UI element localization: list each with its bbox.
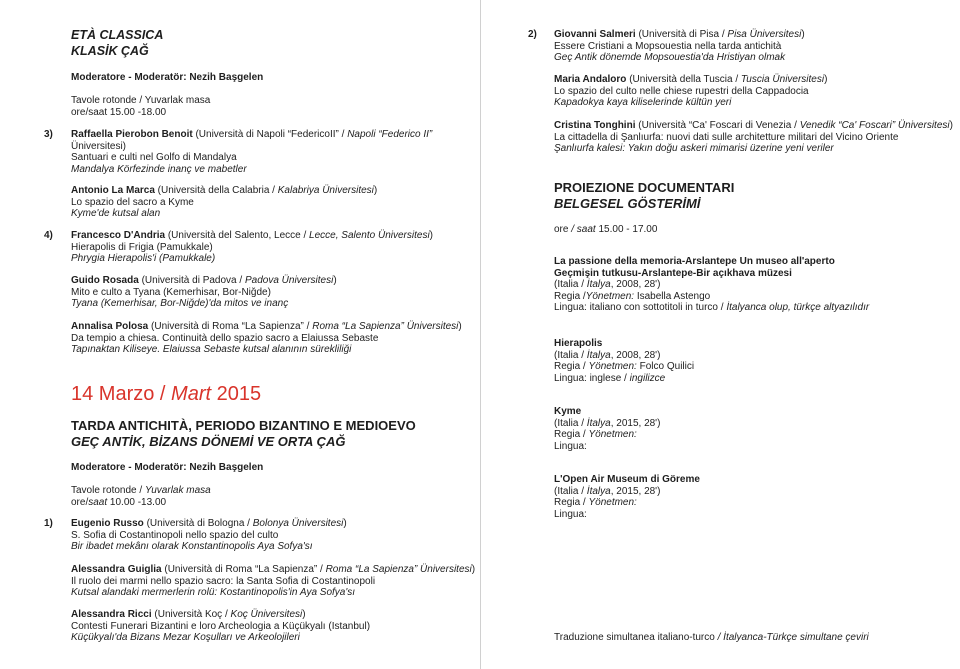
session-time: ore/saat 15.00 -18.00: [71, 106, 167, 118]
affiliation: (Università della Tuscia /: [626, 74, 741, 85]
speaker-name: Antonio La Marca: [71, 185, 155, 196]
speaker-name: Alessandra Ricci: [71, 609, 152, 620]
affiliation-end: ): [343, 518, 347, 529]
film-info-tr: İtalya: [586, 279, 611, 290]
affiliation-tr-end: Üniversitesi): [71, 140, 127, 152]
screening-time: [554, 224, 657, 236]
speaker-guiglia: [71, 564, 475, 599]
film-title-it: La passione della memoria-Arslantepe Un museo all'aperto: [554, 256, 835, 267]
section-classical-title: [71, 27, 163, 59]
speaker-name: Raffaella Pierobon Benoit: [71, 129, 193, 140]
talk-title-tr: Bir ibadet mekânı olarak Konstantinopolis Aya Sofya'sı: [71, 541, 313, 552]
moderator: Moderatore - Moderatör: Nezih Başgelen: [71, 72, 264, 83]
title-turkish: KLASİK ÇAĞ: [71, 44, 149, 58]
director-label: Regia /: [554, 429, 589, 440]
speaker-name: Eugenio Russo: [71, 518, 144, 529]
item-number: 1): [44, 518, 53, 529]
section-documentaries-title: [554, 180, 734, 212]
tavole-label: Tavole rotonde / Yuvarlak masa: [71, 95, 211, 106]
affiliation-tr: Bolonya Üniversitesi: [252, 518, 344, 529]
affiliation-tr: Roma “La Sapienza” Üniversitesi: [312, 321, 459, 332]
affiliation: (Università di Pisa /: [635, 29, 728, 40]
session-time: 15.00 - 17.00: [595, 224, 658, 235]
language-label: Lingua:: [554, 508, 587, 520]
talk-title-it: Essere Cristiani a Mopsouestia nella tarda antichità: [554, 40, 782, 52]
affiliation-tr: Lecce, Salento Üniversitesi: [309, 230, 430, 241]
section-late-antiquity-title: [71, 418, 416, 450]
talk-title-it: La cittadella di Şanlıurfa: nuovi dati sulle architetture militari del Vicino Oriente: [554, 131, 899, 143]
speaker-name: Francesco D'Andria: [71, 230, 166, 241]
speaker-name: Maria Andaloro: [554, 74, 627, 85]
film-title: L'Open Air Museum di Göreme: [554, 474, 700, 485]
affiliation-end: ): [302, 609, 306, 620]
time-label-tr: saat: [88, 496, 108, 508]
affiliation: (Università del Salento, Lecce /: [165, 230, 310, 241]
language-label: Lingua: inglese /: [554, 372, 630, 384]
talk-title-it: Hierapolis di Frigia (Pamukkale): [71, 241, 213, 253]
talk-title-it: Lo spazio del culto nelle chiese rupestri della Cappadocia: [554, 85, 809, 97]
affiliation-tr: Koç Üniversitesi: [230, 609, 303, 620]
film-info-end: , 2008, 28'): [610, 279, 661, 290]
talk-title-tr: Kapadokya kaya kiliselerinde kültün yeri: [554, 97, 732, 108]
date-it: 14 Marzo /: [71, 383, 172, 405]
film-title: Kyme: [554, 406, 582, 417]
director-label-tr: Yönetmen:: [588, 361, 637, 372]
speaker-name: Alessandra Guiglia: [71, 564, 162, 575]
director-label: Regia /: [554, 290, 586, 302]
affiliation-tr: Padova Üniversitesi: [244, 275, 334, 286]
page-divider: [480, 0, 481, 669]
speaker-russo: [71, 518, 347, 553]
speaker-polosa: [71, 321, 462, 356]
date-year: 2015: [211, 383, 262, 405]
affiliation: (Università Koç /: [151, 609, 231, 620]
time-label-tr: / saat: [571, 224, 596, 235]
talk-title-tr: Phrygia Hierapolis'i (Pamukkale): [71, 253, 216, 264]
affiliation: (Università “Ca' Foscari di Venezia /: [635, 120, 800, 131]
film-goreme: [554, 474, 700, 520]
affiliation: (Università di Napoli “FedericoII” /: [192, 129, 348, 140]
talk-title-tr: Kutsal alandaki mermerlerin rolü: Kostantinopolis'in Aya Sofya'sı: [71, 587, 356, 598]
item-number: 4): [44, 230, 53, 241]
language-tr: İtalyanca olup, türkçe altyazılıdır: [726, 302, 870, 313]
speaker-pierobon: [71, 129, 432, 175]
speaker-name: Giovanni Salmeri: [554, 29, 636, 40]
speaker-andaloro: [554, 74, 827, 109]
film-info-tr: İtalya: [586, 417, 611, 429]
film-kyme: [554, 406, 660, 452]
film-arslantepe: [554, 256, 869, 314]
speaker-salmeri: [554, 29, 805, 64]
right-page: [482, 0, 960, 669]
session-info: [71, 95, 210, 118]
time-label: ore/: [71, 496, 89, 508]
film-info-end: , 2015, 28'): [610, 485, 661, 497]
tavole-label: Tavole rotonde /: [71, 485, 145, 496]
talk-title-tr: Şanlıurfa kalesi: Yakın doğu askeri mimarisi üzerine yeni veriler: [554, 143, 834, 154]
film-title: Hierapolis: [554, 338, 603, 349]
speaker-tonghini: [554, 120, 953, 155]
affiliation-end: ): [333, 275, 337, 286]
film-info: (Italia /: [554, 279, 587, 290]
affiliation-end: ): [801, 29, 805, 40]
affiliation: (Università della Calabria /: [154, 185, 278, 196]
director-name: Folco Quilici: [636, 361, 695, 372]
talk-title-it: Contesti Funerari Bizantini e loro Archeologia a Küçükyalı (Istanbul): [71, 620, 371, 632]
tavole-label-tr: Yuvarlak masa: [144, 485, 211, 496]
affiliation-tr: Venedik “Ca' Foscari” Üniversitesi: [799, 120, 950, 131]
talk-title-tr: Geç Antik dönemde Mopsouestia'da Hristiyan olmak: [554, 52, 786, 63]
director-label-tr: Yönetmen:: [588, 429, 637, 440]
speaker-dandria: [71, 230, 433, 265]
talk-title-it: Lo spazio del sacro a Kyme: [71, 196, 194, 208]
time-label: ore: [554, 224, 572, 235]
talk-title-tr: Küçükyalı'da Bizans Mezar Koşulları ve Arkeolojileri: [71, 632, 300, 643]
film-hierapolis: [554, 338, 694, 384]
translation-it: Traduzione simultanea italiano-turco: [554, 632, 718, 643]
director-label-tr: Yönetmen:: [585, 290, 635, 302]
film-info-tr: İtalya: [586, 485, 611, 497]
affiliation-end: ): [429, 230, 434, 241]
affiliation-tr: Kalabriya Üniversitesi: [277, 185, 374, 196]
talk-title-tr: Mandalya Körfezinde inanç ve mabetler: [71, 163, 247, 175]
talk-title-it: S. Sofia di Costantinopoli nello spazio del culto: [71, 529, 279, 541]
title-turkish: BELGESEL GÖSTERİMİ: [554, 196, 701, 211]
session-info: [71, 485, 211, 508]
talk-title-it: Santuari e culti nel Golfo di Mandalya: [71, 152, 237, 163]
title-turkish: GEÇ ANTİK, BİZANS DÖNEMİ VE ORTA ÇAĞ: [71, 434, 346, 449]
speaker-name: Cristina Tonghini: [554, 120, 636, 131]
film-info: (Italia /: [554, 417, 587, 429]
title-italian: ETÀ CLASSICA: [71, 28, 164, 42]
affiliation: (Università di Padova /: [138, 275, 245, 286]
item-number: 3): [44, 129, 53, 140]
director-name: Isabella Astengo: [634, 290, 711, 302]
item-number: 2): [528, 29, 537, 40]
speaker-ricci: [71, 609, 370, 644]
film-info: (Italia /: [554, 485, 587, 497]
speaker-name: Guido Rosada: [71, 275, 139, 286]
affiliation-tr: Tuscia Üniversitesi: [740, 74, 825, 85]
talk-title-tr: Tapınaktan Kiliseye. Elaiussa Sebaste kutsal alanının sürekliliği: [71, 344, 352, 355]
affiliation-end: ): [458, 321, 462, 332]
speaker-lamarca: [71, 185, 377, 220]
talk-title-it: Da tempio a chiesa. Continuità dello spazio sacro a Elaiussa Sebaste: [71, 332, 379, 344]
talk-title-it: Mito e culto a Tyana (Kemerhisar, Bor-Niğde): [71, 286, 271, 298]
affiliation: (Università di Roma “La Sapienza” /: [148, 321, 313, 332]
title-italian: PROIEZIONE DOCUMENTARI: [554, 180, 735, 195]
affiliation: (Università di Roma “La Sapienza” /: [161, 564, 326, 575]
talk-title-tr: Kyme'de kutsal alan: [71, 208, 161, 219]
director-label: Regia /: [554, 497, 589, 508]
date-month-tr: Mart: [171, 383, 212, 405]
affiliation-end: ): [471, 564, 476, 575]
session-time: 10.00 -13.00: [107, 496, 167, 508]
footer-translation-note: [554, 632, 869, 644]
moderator: Moderatore - Moderatör: Nezih Başgelen: [71, 462, 264, 473]
affiliation-end: ): [824, 74, 828, 85]
speaker-rosada: [71, 275, 337, 310]
film-info-end: , 2008, 28'): [610, 349, 661, 361]
affiliation: (Università di Bologna /: [143, 518, 253, 529]
talk-title-it: Il ruolo dei marmi nello spazio sacro: la Santa Sofia di Costantinopoli: [71, 575, 376, 587]
affiliation-tr: Pisa Üniversitesi: [727, 29, 802, 40]
director-label: Regia /: [554, 361, 589, 372]
language-tr: ingilizce: [629, 372, 666, 384]
film-info-tr: İtalya: [586, 349, 611, 361]
film-info-end: , 2015, 28'): [610, 417, 661, 429]
language-label: Lingua: italiano con sottotitoli in turco /: [554, 302, 727, 313]
translation-tr: / İtalyanca-Türkçe simultane çeviri: [717, 632, 869, 643]
affiliation-tr: Napoli “Federico II”: [347, 129, 433, 140]
language-label: Lingua:: [554, 440, 587, 452]
film-info: (Italia /: [554, 349, 587, 361]
talk-title-tr: Tyana (Kemerhisar, Bor-Niğde)'da mitos ve inanç: [71, 298, 289, 309]
speaker-name: Annalisa Polosa: [71, 321, 149, 332]
director-label-tr: Yönetmen:: [588, 497, 637, 508]
date-heading: [71, 383, 261, 405]
affiliation-tr: Roma “La Sapienza” Üniversitesi: [325, 564, 472, 575]
affiliation-end: ): [949, 120, 953, 131]
film-title-tr: Geçmişin tutkusu-Arslantepe-Bir açıkhava müzesi: [554, 267, 792, 279]
title-italian: TARDA ANTICHITÀ, PERIODO BIZANTINO E MEDIOEVO: [71, 418, 416, 433]
affiliation-end: ): [373, 185, 378, 196]
